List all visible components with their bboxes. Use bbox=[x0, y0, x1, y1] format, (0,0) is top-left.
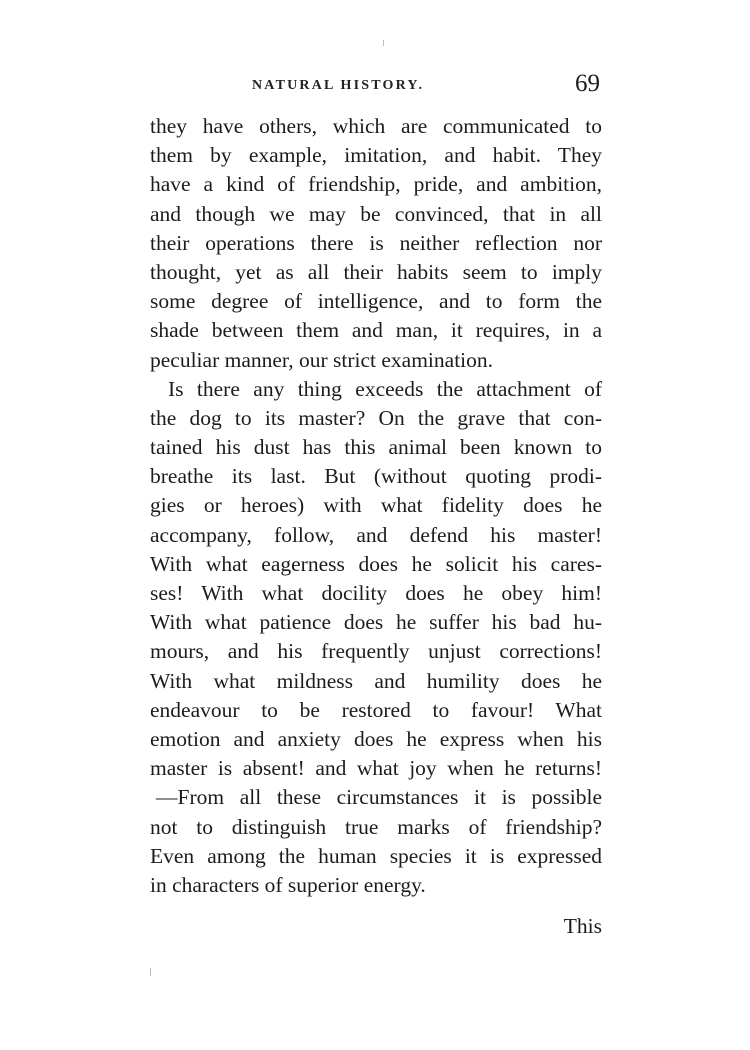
text-line: —From all these circumstances it is possible bbox=[156, 785, 602, 810]
text-line: and though we may be convinced, that in all bbox=[150, 201, 602, 226]
text-line: mours, and his frequently unjust corrections! bbox=[150, 639, 602, 664]
running-title: NATURAL HISTORY. bbox=[252, 78, 425, 93]
text-line: ses! With what docility does he obey him! bbox=[150, 581, 602, 605]
page-number: 69 bbox=[575, 70, 600, 97]
text-line: some degree of intelligence, and to form the bbox=[150, 289, 602, 314]
text-line: them by example, imitation, and habit. They bbox=[150, 143, 602, 168]
body-text bbox=[150, 112, 602, 900]
text-line: Is there any thing exceeds the attachment of bbox=[168, 376, 602, 401]
text-line: gies or heroes) with what fidelity does he bbox=[150, 493, 602, 518]
text-line: Even among the human species it is expressed bbox=[150, 843, 602, 868]
text-line: peculiar manner, our strict examination. bbox=[150, 347, 494, 372]
paragraph-2 bbox=[150, 375, 602, 900]
text-line: With what eagerness does he solicit his cares- bbox=[150, 551, 602, 576]
text-line: breathe its last. But (without quoting prodi- bbox=[150, 464, 602, 489]
text-line: accompany, follow, and defend his master! bbox=[150, 522, 602, 547]
running-head bbox=[150, 72, 600, 102]
paper-speck bbox=[150, 968, 151, 976]
text-line: the dog to its master? On the grave that con- bbox=[150, 405, 602, 430]
text-line: they have others, which are communicated to bbox=[150, 114, 602, 138]
catchword: This bbox=[563, 914, 602, 938]
text-line: shade between them and man, it requires, in a bbox=[150, 318, 602, 343]
text-line: With what patience does he suffer his bad hu- bbox=[150, 610, 602, 635]
text-line: thought, yet as all their habits seem to imply bbox=[150, 259, 602, 284]
text-line: tained his dust has this animal been known to bbox=[150, 435, 602, 460]
text-line: With what mildness and humility does he bbox=[150, 668, 602, 693]
paper-speck bbox=[383, 40, 384, 46]
text-line: their operations there is neither reflection nor bbox=[150, 230, 602, 255]
text-line: have a kind of friendship, pride, and ambition, bbox=[150, 172, 602, 197]
text-line: endeavour to be restored to favour! What bbox=[150, 697, 602, 722]
paragraph-1 bbox=[150, 112, 602, 375]
text-line: master is absent! and what joy when he returns! bbox=[150, 756, 602, 781]
text-line: not to distinguish true marks of friendship? bbox=[150, 814, 602, 839]
text-line: emotion and anxiety does he express when his bbox=[150, 726, 602, 751]
text-line: in characters of superior energy. bbox=[150, 872, 426, 897]
